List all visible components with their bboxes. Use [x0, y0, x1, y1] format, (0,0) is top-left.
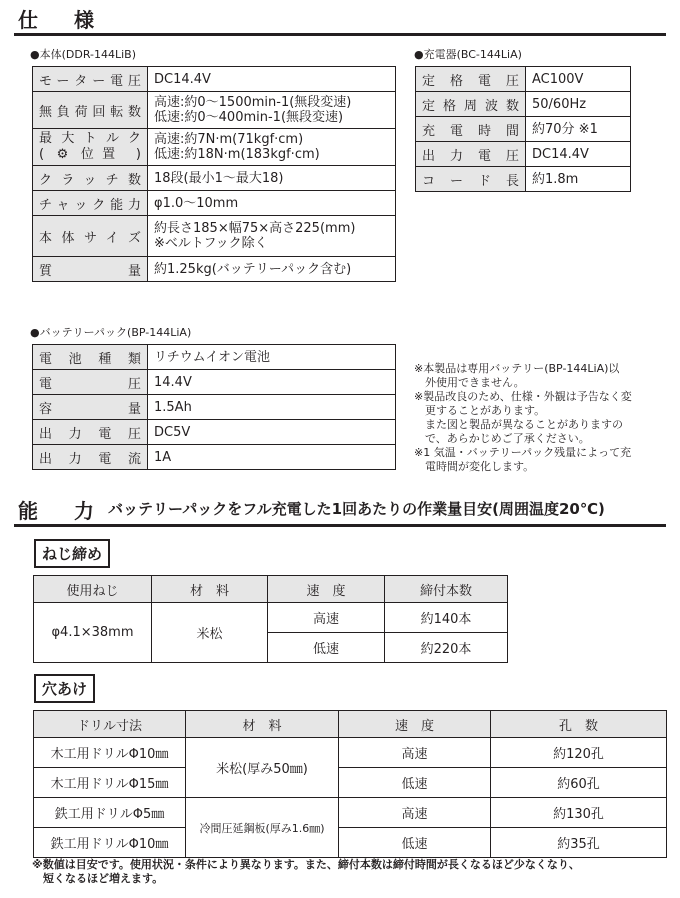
- spec-key-sub: ( ⚙ 位置 ): [39, 147, 141, 162]
- spec-key: 容 量: [33, 395, 148, 420]
- spec-title: 仕 様: [18, 8, 102, 32]
- table-header-row: [34, 711, 667, 738]
- column-header: 使用ねじ: [34, 576, 152, 603]
- capability-footnote: [32, 858, 672, 886]
- note-line: ※製品改良のため、仕様・外観は予告なく変: [414, 390, 632, 403]
- footnote-line: ※数値は目安です。使用状況・条件により異なります。また、締付本数は締付時間が長くなるほど少なくなり、: [32, 858, 580, 871]
- spec-value: DC14.4V: [148, 67, 396, 92]
- table-row: [33, 345, 396, 370]
- bit-cell: 木工用ドリルΦ15㎜: [34, 768, 186, 798]
- spec-value: 1.5Ah: [148, 395, 396, 420]
- note-line: ※本製品は専用バッテリー(BP-144LiA)以: [414, 362, 620, 375]
- table-row: [34, 798, 667, 828]
- speed-cell: 低速: [339, 768, 491, 798]
- note-line: 外使用できません。: [414, 376, 525, 389]
- spec-key: 無負荷回転数: [33, 92, 148, 129]
- bit-cell: 木工用ドリルΦ10㎜: [34, 738, 186, 768]
- capability-title: 能 力: [18, 499, 102, 523]
- table-row: [33, 420, 396, 445]
- spec-key: 本体サイズ: [33, 216, 148, 257]
- spec-value: 14.4V: [148, 370, 396, 395]
- main-unit-table: [32, 66, 396, 282]
- table-row: [34, 738, 667, 768]
- spec-value: ※ベルトフック除く: [154, 236, 268, 251]
- main-unit-label: ●本体(DDR-144LiB): [30, 48, 137, 61]
- spec-value: 18段(最小1～最大18): [148, 166, 396, 191]
- spec-value: AC100V: [526, 67, 631, 92]
- spec-key: 電 圧: [33, 370, 148, 395]
- note-line: で、あらかじめご了承ください。: [414, 432, 590, 445]
- table-row: [33, 191, 396, 216]
- note-line: また図と製品が異なることがありますの: [414, 418, 623, 431]
- spec-key: モーター電圧: [33, 67, 148, 92]
- column-header: 孔 数: [491, 711, 667, 738]
- table-row: [33, 445, 396, 470]
- count-cell: 約130孔: [491, 798, 667, 828]
- footnote-line: 短くなるほど増えます。: [32, 872, 164, 885]
- spec-value: リチウムイオン電池: [148, 345, 396, 370]
- table-row: [33, 257, 396, 282]
- count-cell: 約220本: [385, 633, 508, 663]
- column-header: ドリル寸法: [34, 711, 186, 738]
- spec-title-rule: [14, 33, 666, 36]
- column-header: 速 度: [268, 576, 385, 603]
- note-line: 更することがあります。: [414, 404, 546, 417]
- bit-cell: 鉄工用ドリルΦ10㎜: [34, 828, 186, 858]
- column-header: 速 度: [339, 711, 491, 738]
- table-row: [33, 92, 396, 129]
- spec-value: 高速:約0～1500min-1(無段変速): [154, 95, 352, 110]
- spec-key: クラッチ数: [33, 166, 148, 191]
- spec-value: 低速:約18N·m(183kgf·cm): [154, 147, 320, 162]
- spec-key: 出力電圧: [33, 420, 148, 445]
- table-row: [34, 768, 667, 798]
- table-row: [33, 395, 396, 420]
- charger-table: [415, 66, 631, 192]
- table-row: [416, 142, 631, 167]
- battery-table: [32, 344, 396, 470]
- speed-cell: 高速: [268, 603, 385, 633]
- spec-key: 定格周波数: [416, 92, 526, 117]
- speed-cell: 低速: [268, 633, 385, 663]
- table-row: [416, 67, 631, 92]
- table-row: [34, 828, 667, 858]
- material-cell: 米松: [152, 603, 268, 663]
- spec-value: 約70分 ※1: [526, 117, 631, 142]
- spec-key: 定格電圧: [416, 67, 526, 92]
- table-row: [33, 216, 396, 257]
- spec-key: 出力電流: [33, 445, 148, 470]
- spec-key: 最大トルク: [39, 131, 141, 146]
- capability-subtitle: バッテリーパックをフル充電した1回あたりの作業量目安(周囲温度20℃): [108, 500, 605, 518]
- spec-value: 高速:約7N·m(71kgf·cm): [154, 132, 304, 147]
- bit-cell: 鉄工用ドリルΦ5㎜: [34, 798, 186, 828]
- spec-value: 1A: [148, 445, 396, 470]
- spec-key: 出力電圧: [416, 142, 526, 167]
- screw-size-cell: φ4.1×38mm: [34, 603, 152, 663]
- spec-key: 充電時間: [416, 117, 526, 142]
- charger-label: ●充電器(BC-144LiA): [414, 48, 522, 61]
- table-header-row: [34, 576, 508, 603]
- table-row: [33, 370, 396, 395]
- battery-label: ●バッテリーパック(BP-144LiA): [30, 326, 192, 339]
- spec-value: 50/60Hz: [526, 92, 631, 117]
- screw-tag: ねじ締め: [34, 539, 110, 568]
- table-row: [416, 92, 631, 117]
- spec-value: DC5V: [148, 420, 396, 445]
- spec-value: 低速:約0～400min-1(無段変速): [154, 110, 344, 125]
- table-row: [33, 166, 396, 191]
- table-row: [33, 67, 396, 92]
- spec-value: 約1.25kg(バッテリーパック含む): [148, 257, 396, 282]
- table-row: [33, 129, 396, 166]
- speed-cell: 高速: [339, 738, 491, 768]
- spec-value: 約長さ185×幅75×高さ225(mm): [154, 221, 356, 236]
- spec-notes: [414, 362, 664, 474]
- count-cell: 約60孔: [491, 768, 667, 798]
- spec-key: 質 量: [33, 257, 148, 282]
- note-line: ※1 気温・バッテリーパック残量によって充: [414, 446, 632, 459]
- column-header: 材 料: [152, 576, 268, 603]
- count-cell: 約140本: [385, 603, 508, 633]
- screw-table: [33, 575, 508, 663]
- capability-title-rule: [14, 524, 666, 527]
- table-row: [34, 603, 508, 633]
- spec-value: 約1.8m: [526, 167, 631, 192]
- spec-key: チャック能力: [33, 191, 148, 216]
- table-row: [416, 167, 631, 192]
- drill-tag: 穴あけ: [34, 674, 95, 703]
- material-cell: 冷間圧延鋼板(厚み1.6㎜): [186, 798, 339, 858]
- count-cell: 約120孔: [491, 738, 667, 768]
- spec-key: コード長: [416, 167, 526, 192]
- count-cell: 約35孔: [491, 828, 667, 858]
- drill-table: [33, 710, 667, 858]
- speed-cell: 高速: [339, 798, 491, 828]
- table-row: [416, 117, 631, 142]
- spec-value: φ1.0～10mm: [148, 191, 396, 216]
- note-line: 電時間が変化します。: [414, 460, 535, 473]
- spec-value: DC14.4V: [526, 142, 631, 167]
- speed-cell: 低速: [339, 828, 491, 858]
- column-header: 材 料: [186, 711, 339, 738]
- column-header: 締付本数: [385, 576, 508, 603]
- spec-key: 電池種類: [33, 345, 148, 370]
- material-cell: 米松(厚み50㎜): [186, 738, 339, 798]
